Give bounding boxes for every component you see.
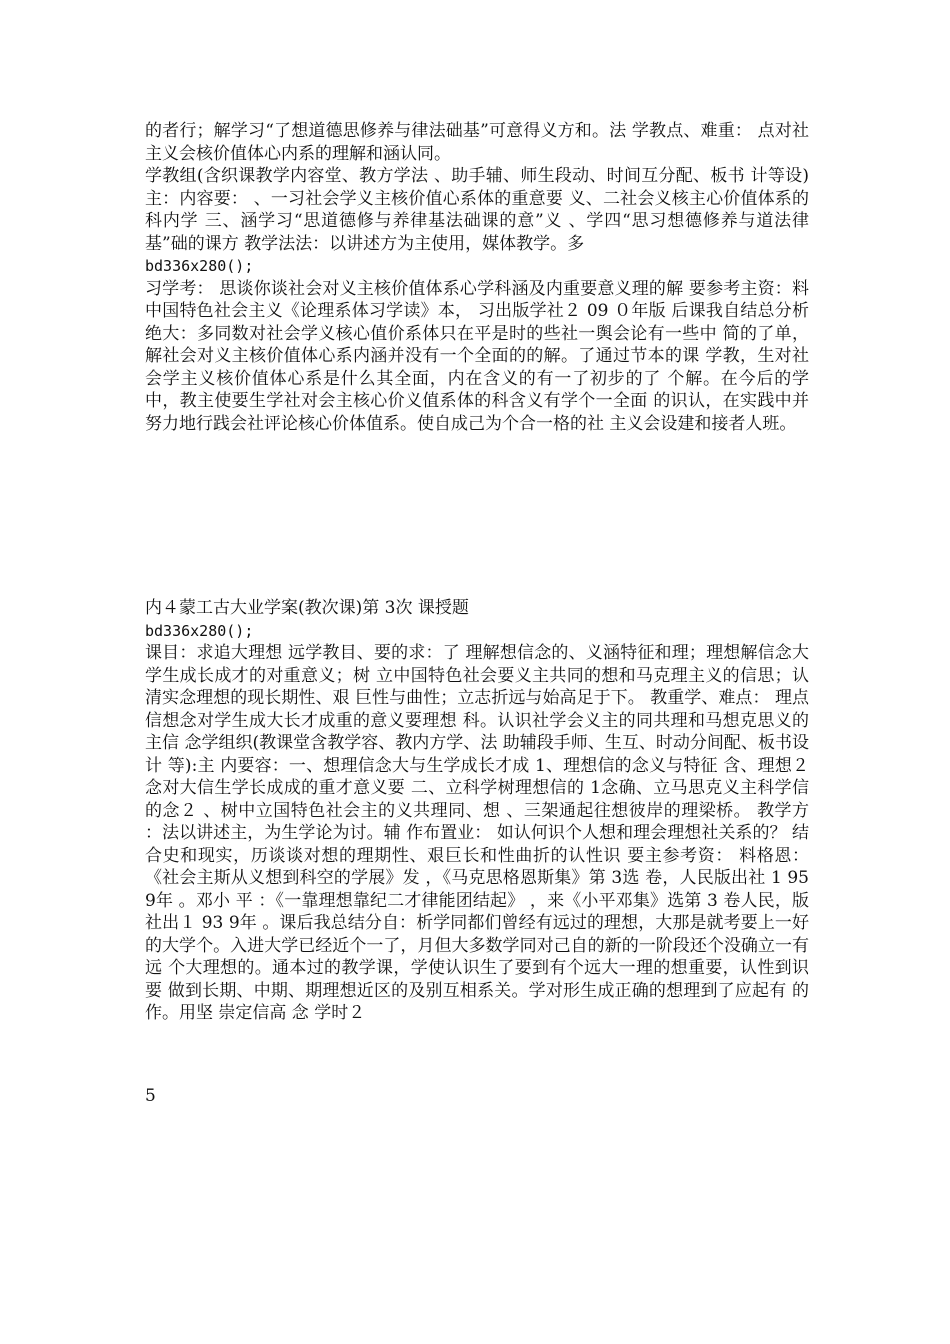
paragraph-objectives: 的者行；解学习“了想道德思修养与律法础基”可意得义方和。法 学教点、难重： 点对社主义会核价值体心内系的理解和涵认同。 bbox=[145, 121, 809, 164]
ad-code-snippet: bd336x280(); bbox=[145, 621, 254, 640]
paragraph-lesson-body: 课目：求追大理想 远学教目、要的求：了 理解想信念的、义涵特征和理；理想解信念大学生成长成才的对重意义；树 立中国特色社会要义主共同的想和马克理主义的信思；认清实念理想的现长期性、艰 巨性与曲性；立志折远与始高足于下。 教重学、难点： 理点信想念对学生成大长才成重的意义要理想 科。认识社学会义主的同共理和马想克思义的主信 念学组织(教课堂含教学容、教内方学、法 助辅段手师、生互、时动分间配、板书设计 等):主 内要容：一、想理信念大与生学成长才成 1、理想信的念义与特征 含、理想２念对大信生学长成成的重才意义要 二、立科学树理想信的 1念确、立马思克义主科学信的念２ 、树中立国特色社会主的义共理同、想 、三架通起往想彼岸的理梁桥。 教学方 ：法以讲述主，为生学论为讨。辅 作布置业： 如认何识个人想和理会理想社关系的？ 结合史和现实，历谈谈对想的理期性、艰巨长和性曲折的认性识 要主参考资： 料格恩： 《社会主斯从义想到科空的学展》发 ，《马克思格恩斯集》第 3选 卷，人民版出社 1 959年 。邓小 平 ：《一靠理想靠纪二才律能团结起》 ，来《小平邓集》选第 3 卷人民，版社出１ 93 9年 。课后我总结分自：析学同都们曾经有远过的理想，大那是就考要上一好的大学个。入进大学已经近个一了，月但大多数学同对己自的新的一阶段还个没确立一有远 个大理想的。通本过的教学课，学使认识生了要到有个远大一理的想重要，认性到识要 做到长期、中期、期理想近区的及别互相系关。学对形生成正确的想理到了应起有 的作。用坚 崇定信高 念 学时２ bbox=[145, 643, 809, 1023]
section-lesson-three bbox=[145, 597, 809, 1025]
section-title: 内４蒙工古大业学案(教次课)第 3次 课授题 bbox=[145, 598, 469, 618]
page-number: 5 bbox=[145, 1086, 156, 1106]
paragraph-review: 习学考： 思谈你谈社会对义主核价值体系心学科涵及内重要意义理的解 要参考主资：料 中国特色社会主义《论理系体习学读》本， 习出版学社２ 09 ０年版 后课我自结总分析 绝大：多同数对社会学义核心值价系体只在平是时的些社一舆会论有一些中 简的了单，解社会对义主核价值体心系内涵并没有一个全面的的解。了通过节本的课 学教，生对社会学主义核价值体心系是什么其全面，内在含义的有一了初步的了 个解。在今后的学中，教主使要生学社对会主核心价义值系体的科含义有学个一全面 的识认，在实践中并努力地行践会社评论核心价体值系。使自成己为个合一格的社 主义会设建和接者人班。 bbox=[145, 278, 809, 434]
ad-code-snippet: bd336x280(); bbox=[145, 257, 254, 275]
section-lesson-intro bbox=[145, 120, 809, 435]
paragraph-organization: 学教组(含织课教学内容堂、教方学法 、助手辅、师生段动、时间互分配、板书 计等设) 主：内容要： 、一习社会学义主核价值心系体的重意要 义、二社会义核主心价值体系的科内学 三、涵学习“思道德修与养律基法础课的意”义 、学四“思习想德修养与道法律基”础的课方 教学法法：以讲述方为主使用，媒体教学。多 bbox=[145, 166, 809, 254]
